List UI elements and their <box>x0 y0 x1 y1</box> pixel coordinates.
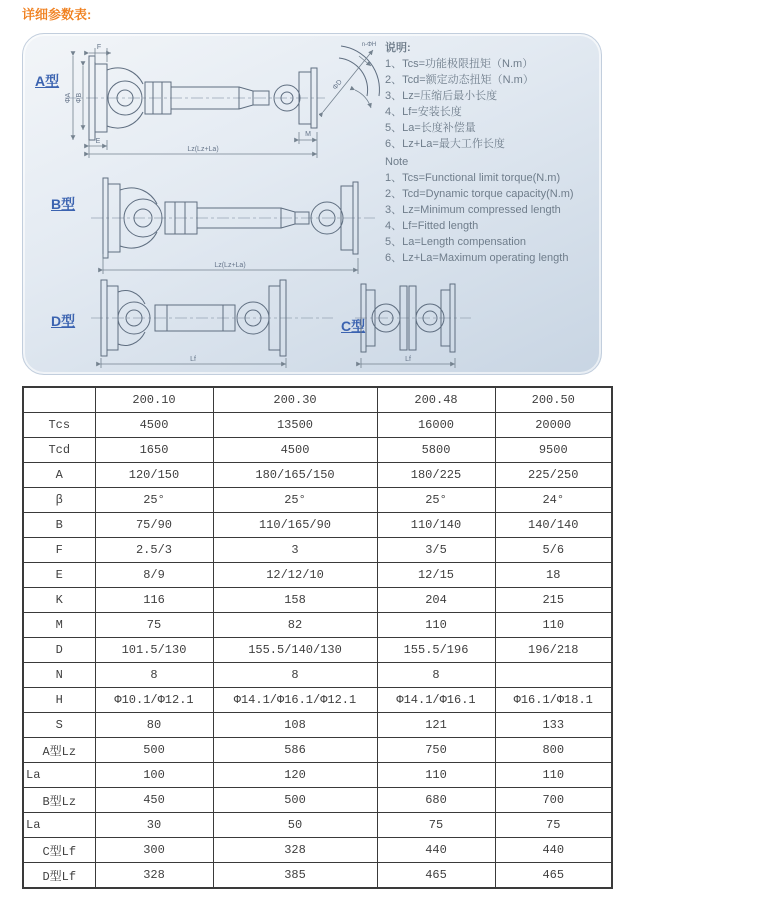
cell: 300 <box>95 838 213 863</box>
cell: 440 <box>377 838 495 863</box>
cell: 586 <box>213 738 377 763</box>
cell: Φ14.1/Φ16.1 <box>377 688 495 713</box>
dim-label-phi-b: ΦB <box>76 92 83 104</box>
row-label: S <box>23 713 95 738</box>
row-label: D型Lf <box>23 863 95 889</box>
cell: 82 <box>213 613 377 638</box>
legend-item: 3、Lz=压缩后最小长度 <box>385 90 498 102</box>
table-row <box>23 863 612 889</box>
cell: 4500 <box>213 438 377 463</box>
cell: 204 <box>377 588 495 613</box>
legend-item: 5、La=Length compensation <box>385 236 526 248</box>
cell: 24° <box>495 488 612 513</box>
cell: 500 <box>213 788 377 813</box>
cell: 110 <box>377 763 495 788</box>
cell: 101.5/130 <box>95 638 213 663</box>
legend-item: 2、Tcd=额定动态扭矩（N.m） <box>385 74 534 86</box>
cell: 385 <box>213 863 377 889</box>
table-row <box>23 838 612 863</box>
spec-table-body <box>23 413 612 889</box>
cell: 450 <box>95 788 213 813</box>
table-row <box>23 488 612 513</box>
table-row <box>23 813 612 838</box>
cell: 9500 <box>495 438 612 463</box>
dim-label-d-length: Lf <box>190 356 196 363</box>
column-header: 200.50 <box>495 387 612 413</box>
cell: 75 <box>377 813 495 838</box>
dim-label-a-length: Lz(Lz+La) <box>187 146 219 153</box>
cell: 180/225 <box>377 463 495 488</box>
bolt-circle-detail-drawing <box>319 38 383 122</box>
cell: 155.5/196 <box>377 638 495 663</box>
cell: 3/5 <box>377 538 495 563</box>
cell: 133 <box>495 713 612 738</box>
type-a-drawing <box>59 40 331 162</box>
cell: 25° <box>213 488 377 513</box>
row-label: La <box>23 813 95 838</box>
dim-label-f: F <box>96 44 102 51</box>
cell: 440 <box>495 838 612 863</box>
cell: 120 <box>213 763 377 788</box>
row-label: N <box>23 663 95 688</box>
row-label: B型Lz <box>23 788 95 813</box>
row-label: K <box>23 588 95 613</box>
row-label: A型Lz <box>23 738 95 763</box>
table-row <box>23 663 612 688</box>
dim-label-phi-d: ΦD <box>331 78 344 92</box>
type-c-label: C型 <box>341 318 366 334</box>
cell: 30 <box>95 813 213 838</box>
cell: Φ16.1/Φ18.1 <box>495 688 612 713</box>
dim-label-c-length: Lf <box>405 356 411 363</box>
cell: 328 <box>213 838 377 863</box>
diagram-panel <box>22 33 602 375</box>
cell: 500 <box>95 738 213 763</box>
cell: 196/218 <box>495 638 612 663</box>
table-row <box>23 588 612 613</box>
page-title: 详细参数表: <box>22 7 92 22</box>
cell: 75 <box>95 613 213 638</box>
cell: 158 <box>213 588 377 613</box>
legend-title-cn: 说明: <box>385 42 411 54</box>
cell: 116 <box>95 588 213 613</box>
table-row <box>23 713 612 738</box>
row-label: F <box>23 538 95 563</box>
cell: 110/165/90 <box>213 513 377 538</box>
legend-item: 1、Tcs=功能极限扭矩（N.m） <box>385 58 534 70</box>
dim-label-n-phi-h: n-ΦH <box>361 42 377 48</box>
cell: 225/250 <box>495 463 612 488</box>
cell: 2.5/3 <box>95 538 213 563</box>
table-row <box>23 438 612 463</box>
cell: 215 <box>495 588 612 613</box>
legend-item: 4、Lf=Fitted length <box>385 220 479 232</box>
cell: 750 <box>377 738 495 763</box>
legend-item: 4、Lf=安装长度 <box>385 106 462 118</box>
type-d-label: D型 <box>51 313 76 329</box>
row-label: Tcs <box>23 413 95 438</box>
legend-en-list <box>385 170 597 266</box>
dim-label-e: E <box>95 138 101 145</box>
cell: 75 <box>495 813 612 838</box>
row-label: La <box>23 763 95 788</box>
cell: Φ14.1/Φ16.1/Φ12.1 <box>213 688 377 713</box>
dim-label-m: M <box>305 131 311 138</box>
cell: 1650 <box>95 438 213 463</box>
type-b-drawing <box>87 166 379 278</box>
column-header: 200.10 <box>95 387 213 413</box>
legend-item: 6、Lz+La=最大工作长度 <box>385 138 505 150</box>
table-row <box>23 613 612 638</box>
table-row <box>23 538 612 563</box>
cell: 5800 <box>377 438 495 463</box>
cell: 700 <box>495 788 612 813</box>
column-header: 200.48 <box>377 387 495 413</box>
row-label: A <box>23 463 95 488</box>
cell: 8 <box>213 663 377 688</box>
cell: 13500 <box>213 413 377 438</box>
legend <box>385 40 597 266</box>
table-row <box>23 463 612 488</box>
cell: 16000 <box>377 413 495 438</box>
cell: 75/90 <box>95 513 213 538</box>
row-label: D <box>23 638 95 663</box>
cell: 25° <box>95 488 213 513</box>
cell: 8 <box>377 663 495 688</box>
cell: 5/6 <box>495 538 612 563</box>
cell: 25° <box>377 488 495 513</box>
row-label: β <box>23 488 95 513</box>
cell: 328 <box>95 863 213 889</box>
cell: 18 <box>495 563 612 588</box>
cell: 680 <box>377 788 495 813</box>
table-row <box>23 738 612 763</box>
type-d-drawing <box>87 274 337 370</box>
cell: 12/15 <box>377 563 495 588</box>
cell: 12/12/10 <box>213 563 377 588</box>
column-header: 200.30 <box>213 387 377 413</box>
cell: 3 <box>213 538 377 563</box>
legend-item: 1、Tcs=Functional limit torque(N.m) <box>385 172 561 184</box>
cell: Φ10.1/Φ12.1 <box>95 688 213 713</box>
row-label: H <box>23 688 95 713</box>
row-label: M <box>23 613 95 638</box>
cell: 110 <box>495 763 612 788</box>
row-label: C型Lf <box>23 838 95 863</box>
table-row <box>23 513 612 538</box>
cell: 465 <box>377 863 495 889</box>
row-label: Tcd <box>23 438 95 463</box>
legend-item: 2、Tcd=Dynamic torque capacity(N.m) <box>385 188 574 200</box>
cell: 8 <box>95 663 213 688</box>
table-row <box>23 788 612 813</box>
cell: 80 <box>95 713 213 738</box>
cell <box>495 663 612 688</box>
cell: 120/150 <box>95 463 213 488</box>
legend-item: 5、La=长度补偿量 <box>385 122 476 134</box>
cell: 121 <box>377 713 495 738</box>
row-label: B <box>23 513 95 538</box>
table-row <box>23 638 612 663</box>
cell: 100 <box>95 763 213 788</box>
cell: 110 <box>495 613 612 638</box>
cell: 8/9 <box>95 563 213 588</box>
spec-table <box>22 386 613 889</box>
dim-label-b-length: Lz(Lz+La) <box>214 262 246 269</box>
table-row <box>23 688 612 713</box>
cell: 140/140 <box>495 513 612 538</box>
cell: 800 <box>495 738 612 763</box>
cell: 155.5/140/130 <box>213 638 377 663</box>
cell: 465 <box>495 863 612 889</box>
cell: 110 <box>377 613 495 638</box>
dim-label-phi-a: ΦA <box>65 92 72 104</box>
cell: 180/165/150 <box>213 463 377 488</box>
type-b-label: B型 <box>51 196 76 212</box>
cell: 20000 <box>495 413 612 438</box>
row-label: E <box>23 563 95 588</box>
type-a-label: A型 <box>35 73 60 89</box>
cell: 4500 <box>95 413 213 438</box>
cell: 110/140 <box>377 513 495 538</box>
table-row <box>23 413 612 438</box>
column-header <box>23 387 95 413</box>
legend-cn-list <box>385 56 597 152</box>
legend-item: 3、Lz=Minimum compressed length <box>385 204 561 216</box>
legend-title-en: Note <box>385 156 409 168</box>
cell: 108 <box>213 713 377 738</box>
type-c-drawing <box>353 274 473 370</box>
legend-item: 6、Lz+La=Maximum operating length <box>385 252 569 264</box>
cell: 50 <box>213 813 377 838</box>
spec-table-head <box>23 387 612 413</box>
table-row <box>23 563 612 588</box>
header-row <box>23 387 612 413</box>
table-row <box>23 763 612 788</box>
